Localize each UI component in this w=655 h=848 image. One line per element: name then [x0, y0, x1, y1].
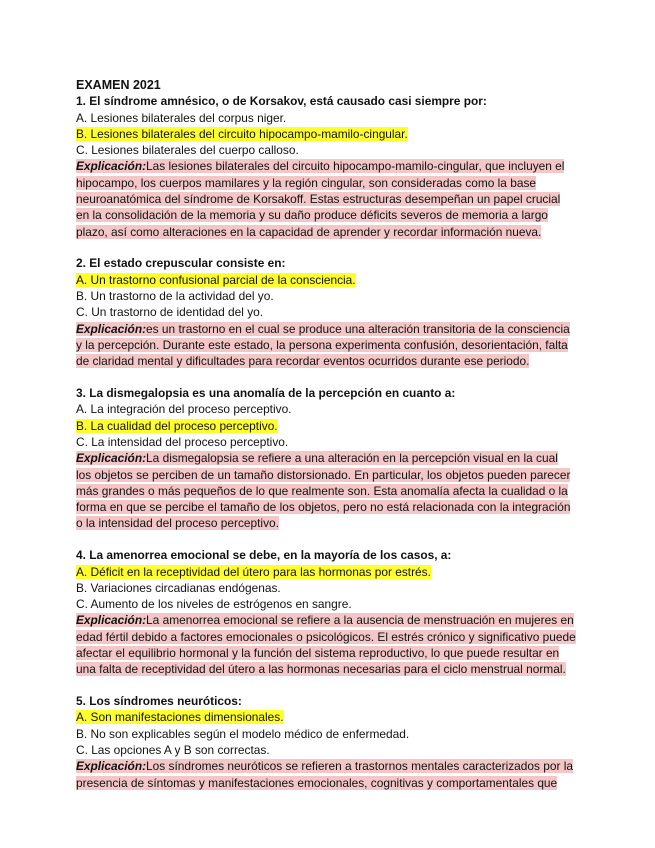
option-a — [76, 401, 576, 417]
option-text: C. Las opciones A y B son correctas. — [76, 742, 270, 757]
option-text: C. Un trastorno de identidad del yo. — [76, 305, 264, 320]
correct-option-highlight: A. Déficit en la receptividad del útero para las hormonas por estrés. — [76, 564, 431, 579]
option-text: C. La intensidad del proceso perceptivo. — [76, 434, 289, 449]
option-c — [76, 304, 576, 320]
explanation — [76, 612, 576, 677]
option-text: C. Aumento de los niveles de estrógenos en sangre. — [76, 597, 352, 612]
option-text: B. No son explicables según el modelo médico de enfermedad. — [76, 726, 410, 741]
explanation-text: es un trastorno en el cual se produce una alteración transitoria de la consciencia y la percepción. Durante este estado, la persona experimenta confusión, desorientación, falta de claridad mental y dificultades para recordar eventos ocurridos durante ese periodo. — [76, 321, 570, 369]
correct-option-highlight: B. Lesiones bilaterales del circuito hipocampo-mamilo-cingular. — [76, 126, 408, 141]
explanation-label: Explicación: — [76, 759, 147, 774]
question-4 — [76, 547, 576, 677]
explanation-highlight — [76, 759, 573, 789]
explanation-highlight — [76, 613, 576, 676]
question-stem: 2. El estado crepuscular consiste en: — [76, 256, 286, 271]
question-stem: 3. La dismegalopsia es una anomalía de la percepción en cuanto a: — [76, 386, 456, 401]
option-c — [76, 434, 576, 450]
option-b — [76, 726, 576, 742]
option-c — [76, 742, 576, 758]
question-1 — [76, 93, 576, 240]
option-text: C. Lesiones bilaterales del cuerpo calloso. — [76, 143, 299, 158]
option-b — [76, 288, 576, 304]
explanation — [76, 321, 576, 370]
explanation-highlight — [76, 159, 564, 238]
explanation — [76, 450, 576, 531]
option-a — [76, 272, 576, 288]
correct-option-highlight: A. Un trastorno confusional parcial de la consciencia. — [76, 272, 356, 287]
exam-page — [76, 77, 576, 806]
option-a — [76, 709, 576, 725]
option-text: B. Variaciones circadianas endógenas. — [76, 580, 281, 595]
explanation-highlight — [76, 451, 570, 530]
option-b — [76, 126, 576, 142]
option-c — [76, 142, 576, 158]
option-a — [76, 564, 576, 580]
correct-option-highlight: A. Son manifestaciones dimensionales. — [76, 710, 284, 725]
option-c — [76, 596, 576, 612]
exam-title: EXAMEN 2021 — [76, 78, 161, 92]
question-2 — [76, 255, 576, 369]
question-5 — [76, 693, 576, 791]
explanation-label: Explicación: — [76, 321, 147, 336]
explanation-label: Explicación: — [76, 451, 147, 466]
correct-option-highlight: B. La cualidad del proceso perceptivo. — [76, 418, 278, 433]
explanation-text: La amenorrea emocional se refiere a la ausencia de menstruación en mujeres en edad fértil debido a factores emocionales o psicológicos. El estrés crónico y significativo puede afectar el equilibrio hormonal y la función del sistema reproductivo, lo que puede resultar en una falta de receptividad del útero a las hormonas necesarias para el ciclo menstrual normal. — [76, 613, 576, 677]
option-text: A. La integración del proceso perceptivo. — [76, 402, 292, 417]
question-stem: 4. La amenorrea emocional se debe, en la mayoría de los casos, a: — [76, 548, 452, 563]
option-text: A. Lesiones bilaterales del corpus niger. — [76, 110, 287, 125]
option-a — [76, 110, 576, 126]
explanation — [76, 758, 576, 791]
explanation-text: Las lesiones bilaterales del circuito hipocampo-mamilo-cingular, que incluyen el hipocampo, los cuerpos mamilares y la región cingular, son consideradas como la base neuroanatómica del síndrome de Korsakoff. Estas estructuras desempeñan un papel crucial en la consolidación de la memoria y su daño produce déficits severos de memoria a largo plazo, así como alteraciones en la capacidad de aprender y recordar información nueva. — [76, 159, 565, 239]
explanation-text: Los síndromes neuróticos se refieren a trastornos mentales caracterizados por la presencia de síntomas y manifestaciones emocionales, cognitivas y comportamentales que — [76, 759, 573, 790]
explanation-highlight — [76, 322, 570, 369]
explanation — [76, 158, 576, 239]
option-b — [76, 418, 576, 434]
explanation-label: Explicación: — [76, 159, 147, 174]
question-3 — [76, 385, 576, 532]
option-b — [76, 580, 576, 596]
option-text: B. Un trastorno de la actividad del yo. — [76, 289, 274, 304]
question-stem: 5. Los síndromes neuróticos: — [76, 694, 242, 709]
explanation-text: La dismegalopsia se refiere a una alteración en la percepción visual en la cual los objetos se perciben de un tamaño distorsionado. En particular, los objetos pueden parecer más grandes o más pequeños de lo que realmente son. Esta anomalía afecta la cualidad o la forma en que se percibe el tamaño de los objetos, pero no está relacionada con la integración o la intensidad del proceso perceptivo. — [76, 451, 571, 531]
explanation-label: Explicación: — [76, 613, 147, 628]
question-stem: 1. El síndrome amnésico, o de Korsakov, está causado casi siempre por: — [76, 94, 487, 109]
